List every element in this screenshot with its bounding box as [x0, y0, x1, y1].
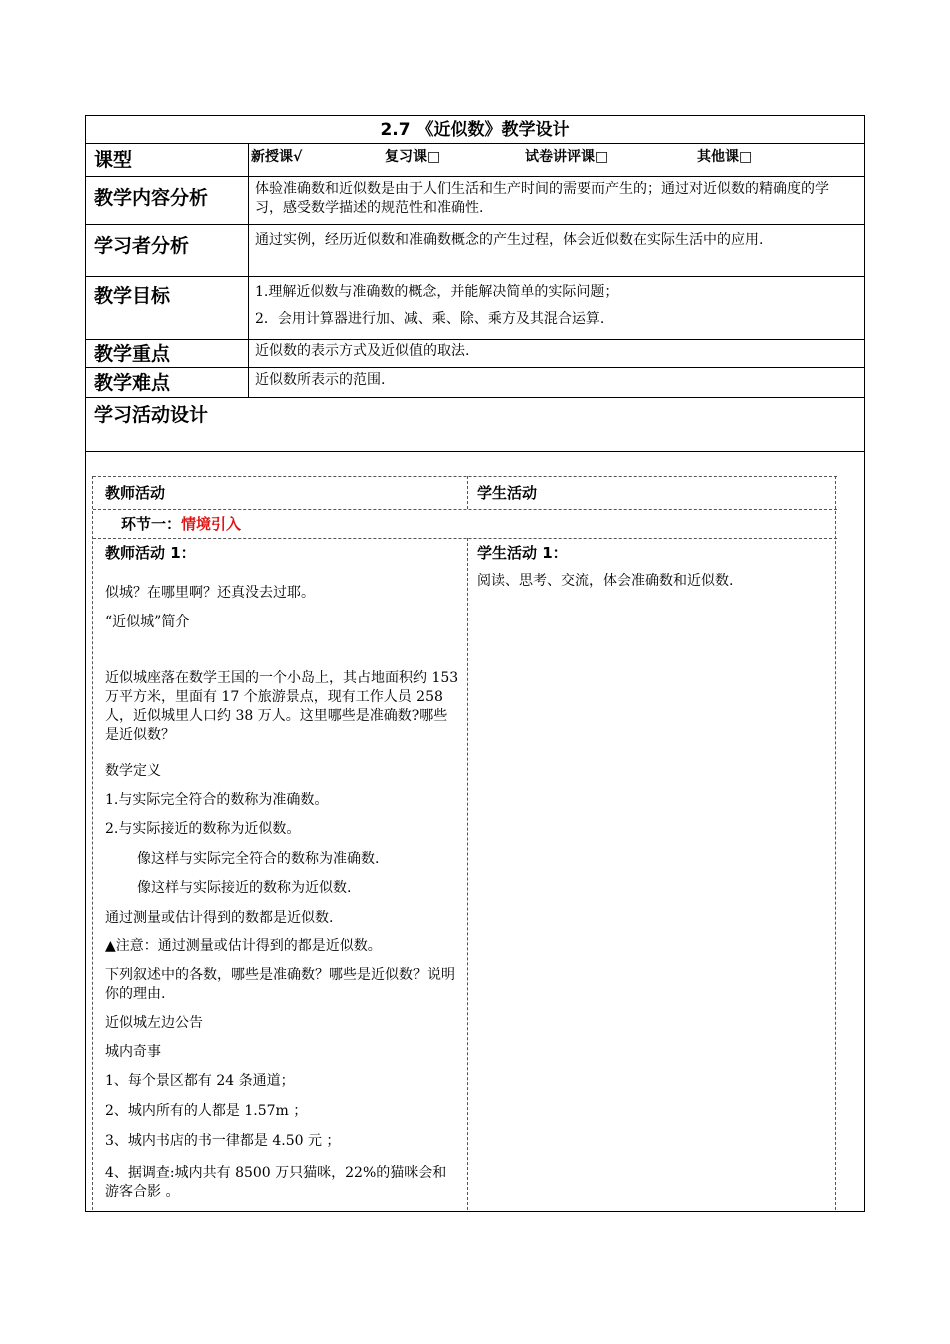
- content-analysis-text: 体验准确数和近似数是由于人们生活和生产时间的需要而产生的；通过对近似数的精确度的学习，感受数学描述的规范性和准确性.: [255, 181, 829, 216]
- teacher-line: “近似城”简介: [105, 614, 190, 630]
- stage-name: 情境引入: [181, 515, 242, 533]
- teacher-line: 数学定义: [105, 763, 161, 779]
- page-title: 2.7 《近似数》教学设计: [380, 120, 570, 140]
- teacher-line: 似城？在哪里啊？还真没去过耶。: [105, 585, 315, 601]
- key-points-label: 教学重点: [86, 340, 249, 367]
- activity-table: [92, 476, 836, 1210]
- teacher-line: 通过测量或估计得到的数都是近似数.: [105, 910, 334, 926]
- key-points-row: [86, 340, 864, 368]
- activity-design-label: 学习活动设计: [94, 404, 209, 426]
- course-type-review: 复习课□: [385, 149, 441, 165]
- teacher-line: 3、城内书店的书一律都是 4.50 元 ；: [105, 1133, 341, 1149]
- teacher-line: 2、城内所有的人都是 1.57m ；: [105, 1103, 308, 1119]
- divider: [467, 476, 468, 509]
- teacher-line: ▲注意：通过测量或估计得到的都是近似数。: [105, 938, 382, 954]
- teacher-line: 1、每个景区都有 24 条通道；: [105, 1073, 295, 1089]
- objective-item: 2．会用计算器进行加、减、乘、除、乘方及其混合运算.: [255, 311, 605, 327]
- student-activity-header: 学生活动: [477, 484, 538, 502]
- teacher-line: 2.与实际接近的数称为近似数。: [105, 821, 301, 837]
- teacher-activity-header: 教师活动: [105, 484, 166, 502]
- course-type-row: [86, 144, 864, 177]
- title-row: [86, 116, 864, 144]
- activity-design-row: [86, 398, 864, 452]
- stage-prefix: 环节一：: [121, 515, 182, 533]
- learner-analysis-text: 通过实例，经历近似数和准确数概念的产生过程，体会近似数在实际生活中的应用.: [255, 232, 764, 248]
- objectives-row: [86, 277, 864, 340]
- course-type-exam: 试卷讲评课□: [525, 149, 609, 165]
- difficulties-text: 近似数所表示的范围.: [255, 372, 386, 388]
- divider: [93, 538, 837, 539]
- divider: [93, 509, 837, 510]
- course-type-new: 新授课√: [251, 149, 303, 165]
- stage-heading: [121, 513, 241, 534]
- teacher-line: 近似城左边公告: [105, 1015, 203, 1031]
- objectives-label: 教学目标: [86, 277, 249, 339]
- course-type-options: [249, 144, 864, 176]
- student-activity-text: 阅读、思考、交流，体会准确数和近似数.: [477, 573, 734, 589]
- difficulties-row: [86, 368, 864, 398]
- divider: [467, 538, 468, 1210]
- teacher-line: 近似城座落在数学王国的一个小岛上，其占地面积约 153 万平方米，里面有 17 个旅游景点，现有工作人员 258 人，近似城里人口约 38 万人。这里哪些是准确数?哪些是近似数？: [105, 670, 459, 743]
- student-activity-title: 学生活动 1：: [477, 544, 568, 562]
- content-analysis-label: 教学内容分析: [86, 177, 249, 224]
- learner-analysis-label: 学习者分析: [86, 225, 249, 276]
- key-points-text: 近似数的表示方式及近似值的取法.: [255, 343, 470, 359]
- teacher-line: 4、据调查:城内共有 8500 万只猫咪，22%的猫咪会和游客合影 。: [105, 1165, 447, 1200]
- objective-item: 1.理解近似数与准确数的概念，并能解决简单的实际问题；: [255, 284, 619, 300]
- difficulties-label: 教学难点: [86, 368, 249, 397]
- content-analysis-row: [86, 177, 864, 225]
- teacher-line: 城内奇事: [105, 1044, 161, 1060]
- teacher-line: 1.与实际完全符合的数称为准确数。: [105, 792, 329, 808]
- divider: [93, 476, 837, 477]
- course-type-label: 课型: [86, 144, 249, 176]
- teacher-line: 下列叙述中的各数，哪些是准确数？哪些是近似数？说明你的理由.: [105, 967, 455, 1002]
- teacher-line: 像这样与实际完全符合的数称为准确数.: [137, 851, 380, 867]
- objectives-list: [249, 277, 864, 339]
- teacher-line: 像这样与实际接近的数称为近似数.: [137, 880, 352, 896]
- learner-analysis-row: [86, 225, 864, 277]
- course-type-other: 其他课□: [697, 149, 753, 165]
- teacher-activity-title: 教师活动 1：: [105, 544, 196, 562]
